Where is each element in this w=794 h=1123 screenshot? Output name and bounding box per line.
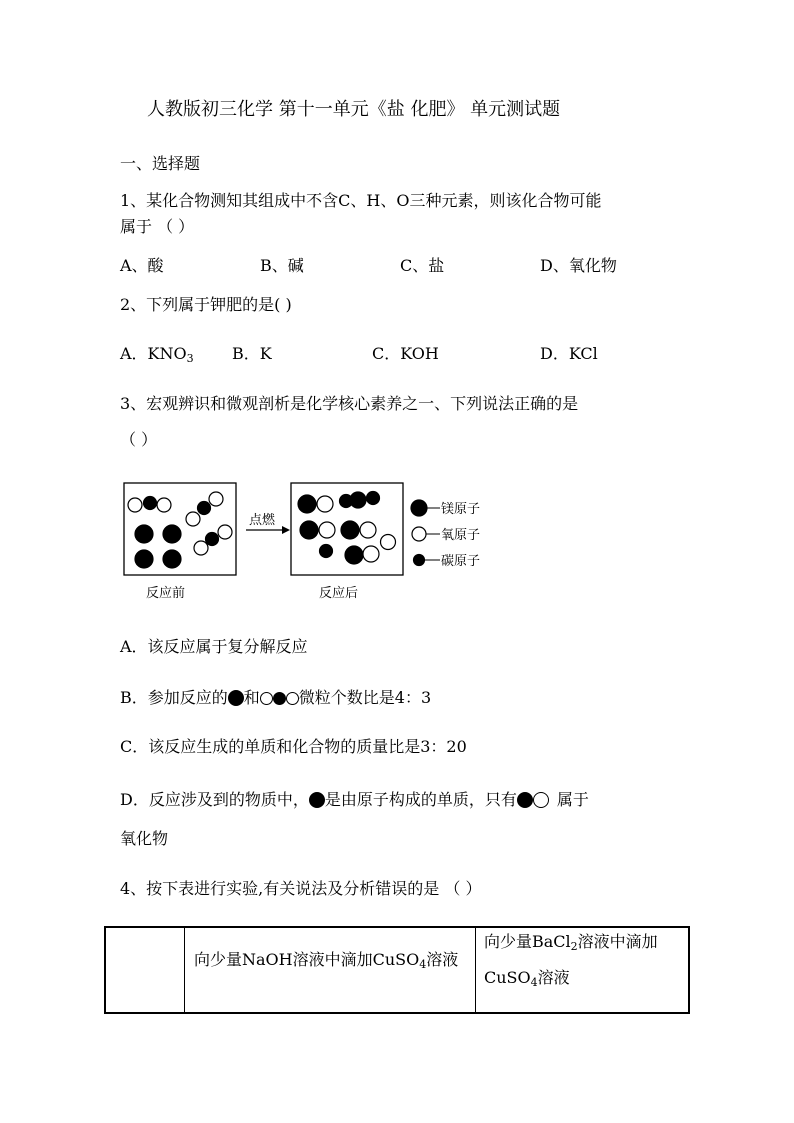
oxygen-atom (209, 492, 223, 506)
magnesium-atom (350, 492, 366, 508)
table-header-naoh-subscript: 4 (419, 958, 427, 971)
q3-option-d-prefix: D．反应涉及到的物质中， (120, 790, 309, 809)
legend-oxygen-label: 氧原子 (441, 528, 481, 543)
q3-option-d-line2: 氧化物 (120, 829, 169, 848)
legend-carbon-icon (414, 555, 425, 566)
oxygen-atom (157, 498, 171, 512)
q3-option-a: A．该反应属于复分解反应 (120, 637, 308, 656)
table-header-naoh-suffix: 溶液 (426, 950, 459, 969)
oxygen-atom (186, 512, 200, 526)
after-caption: 反应后 (319, 586, 359, 601)
q3-option-d-suffix: 属于 (556, 790, 589, 809)
after-particles (298, 492, 396, 565)
oxygen-atom (194, 541, 208, 555)
table-header-cuso4-text: CuSO (484, 968, 531, 987)
table-divider (184, 928, 185, 1012)
reaction-arrow-head (282, 526, 290, 534)
q3-option-b-prefix: B．参加反应的 (120, 688, 228, 707)
before-particles (128, 492, 232, 568)
q3-option-b-suffix: 微粒个数比是4：3 (298, 688, 432, 707)
legend-carbon-label: 碳原子 (441, 554, 481, 569)
magnesium-atom (135, 525, 153, 543)
oxygen-atom-icon (260, 692, 273, 705)
oxygen-atom-icon (286, 692, 299, 705)
page-title: 人教版初三化学 第十一单元《盐 化肥》 单元测试题 (147, 99, 561, 120)
legend-oxygen-icon (412, 527, 426, 541)
section-heading: 一、选择题 (120, 154, 201, 173)
q2-option-a-subscript: 3 (186, 352, 194, 365)
q1-option-b: B、碱 (260, 256, 304, 275)
q4-stem: 4、按下表进行实验,有关说法及分析错误的是 （ ） (120, 879, 482, 898)
magnesium-atom (298, 495, 316, 513)
q3-option-d-mid: 是由原子构成的单质，只有 (324, 790, 517, 809)
table-header-bacl2-text: 向少量BaCl (484, 932, 571, 951)
carbon-atom (320, 545, 333, 558)
magnesium-atom (163, 550, 181, 568)
table-header-bacl2-subscript: 2 (570, 940, 578, 953)
magnesium-atom-icon (309, 792, 325, 808)
carbon-atom (144, 497, 157, 510)
carbon-atom (206, 533, 219, 546)
table-header-naoh (194, 950, 458, 970)
table-divider (475, 928, 476, 1012)
experiment-table (104, 926, 690, 1014)
carbon-atom (367, 492, 380, 505)
table-header-naoh-text: 向少量NaOH溶液中滴加CuSO (194, 950, 420, 969)
table-header-bacl2-line2 (484, 968, 570, 988)
carbon-atom-icon (273, 692, 286, 705)
magnesium-atom (163, 525, 181, 543)
q3-option-d (120, 790, 589, 810)
q2-option-c: C．KOH (372, 344, 439, 363)
q2-option-a (120, 344, 194, 364)
magnesium-atom-icon (517, 792, 533, 808)
oxygen-atom (363, 546, 379, 562)
q1-stem-line2: 属于 （ ） (120, 217, 195, 236)
q3-stem-line2: （ ） (120, 430, 158, 449)
q3-stem-line1: 3、宏观辨识和微观剖析是化学核心素养之一、下列说法正确的是 (120, 394, 579, 413)
oxygen-atom (360, 522, 376, 538)
q1-option-c: C、盐 (400, 256, 445, 275)
q1-option-d: D、氧化物 (540, 256, 617, 275)
table-header-bacl2-line1 (484, 932, 658, 952)
q1-stem-line1: 1、某化合物测知其组成中不含C、H、O三种元素，则该化合物可能 (120, 191, 602, 210)
magnesium-atom (341, 521, 359, 539)
oxygen-atom-icon (533, 792, 549, 808)
q2-option-d: D．KCl (540, 344, 598, 363)
oxygen-atom (319, 522, 335, 538)
diagram-legend (411, 500, 440, 566)
q3-option-c: C．该反应生成的单质和化合物的质量比是3：20 (120, 737, 467, 756)
q2-option-b: B．K (232, 344, 272, 363)
table-header-cuso4-suffix: 溶液 (537, 968, 570, 987)
q1-option-a: A、酸 (120, 256, 164, 275)
table-header-cuso4-subscript: 4 (530, 976, 538, 989)
magnesium-atom-icon (228, 690, 244, 706)
q3-option-b (120, 688, 431, 708)
before-caption: 反应前 (146, 586, 186, 601)
q2-stem: 2、下列属于钾肥的是( ) (120, 295, 292, 314)
oxygen-atom (218, 525, 232, 539)
legend-magnesium-label: 镁原子 (441, 502, 481, 517)
carbon-atom (198, 502, 211, 515)
magnesium-atom (300, 521, 318, 539)
legend-magnesium-icon (411, 500, 427, 516)
oxygen-atom (381, 535, 396, 550)
magnesium-atom (135, 550, 153, 568)
q3-option-b-mid: 和 (243, 688, 260, 707)
q2-option-a-text: A．KNO (120, 344, 187, 363)
arrow-label: 点燃 (249, 513, 276, 528)
table-header-bacl2-suffix: 溶液中滴加 (577, 932, 658, 951)
magnesium-atom (345, 546, 363, 564)
reaction-diagram (110, 475, 510, 610)
oxygen-atom (317, 496, 333, 512)
oxygen-atom (128, 498, 142, 512)
